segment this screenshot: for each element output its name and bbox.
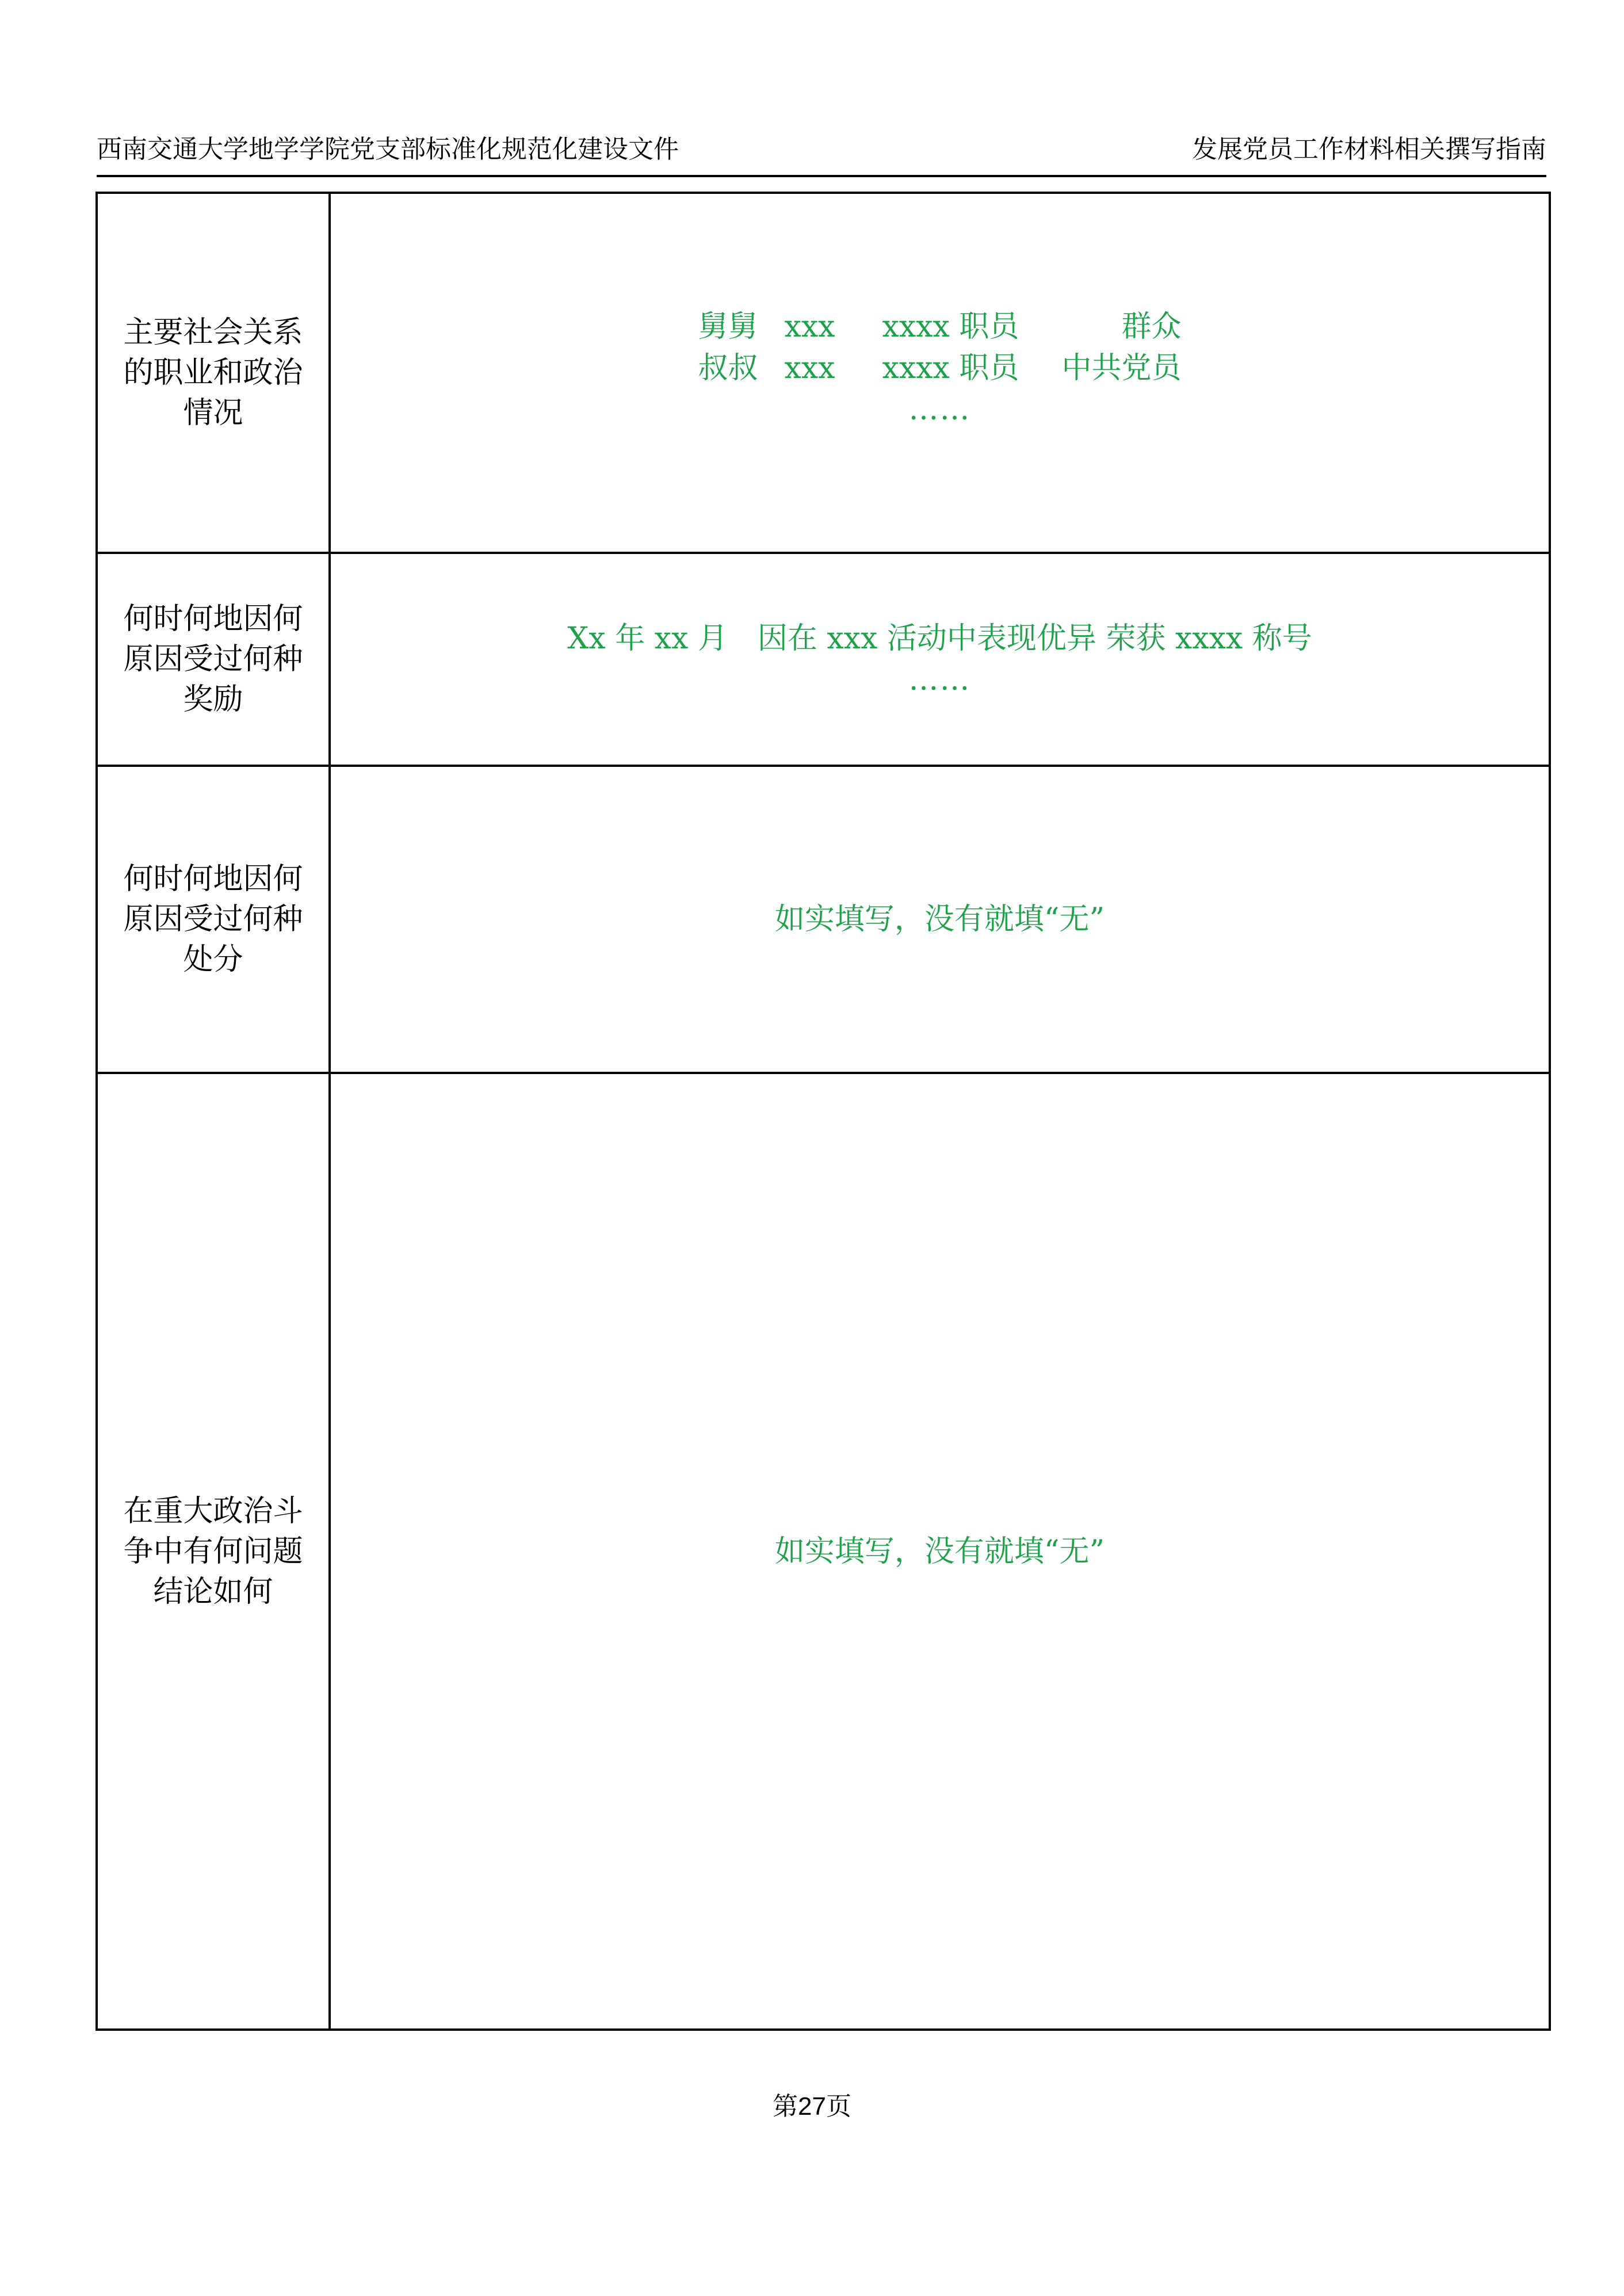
table-row-punishments <box>97 766 1550 1073</box>
relation-entry <box>331 306 1549 347</box>
row-label: 在重大政治斗争中有何问题结论如何 <box>123 1493 303 1609</box>
relation-name: xxx <box>784 351 835 385</box>
row-label: 何时何地因何原因受过何种奖励 <box>123 602 303 717</box>
fill-instruction: 如实填写，没有就填“无” <box>774 902 1105 937</box>
info-form-table <box>95 192 1551 2031</box>
fill-instruction: 如实填写，没有就填“无” <box>774 1534 1105 1569</box>
award-entry: Xx 年 xx 月 因在 xxx 活动中表现优异 荣获 xxxx 称号 <box>567 621 1312 656</box>
continuation-ellipsis: …… <box>908 392 971 427</box>
relation-job: xxxx 职员 <box>882 310 1019 344</box>
content-cell <box>330 766 1550 1073</box>
label-cell <box>97 766 330 1073</box>
continuation-ellipsis: …… <box>908 663 971 697</box>
table-row-political-struggle <box>97 1073 1550 2030</box>
table-row-awards <box>97 553 1550 766</box>
relation-political-status: 中共党员 <box>1061 351 1182 385</box>
content-cell <box>330 553 1550 766</box>
label-cell <box>97 1073 330 2030</box>
row-label: 主要社会关系的职业和政治情况 <box>123 315 303 430</box>
relation-title: 叔叔 <box>698 351 758 385</box>
page-header <box>97 128 1546 177</box>
table-row-social-relations <box>97 193 1550 553</box>
page-number: 第27页 <box>773 2092 851 2121</box>
content-cell <box>330 193 1550 553</box>
row-label: 何时何地因何原因受过何种处分 <box>123 862 303 977</box>
content-cell <box>330 1073 1550 2030</box>
label-cell <box>97 553 330 766</box>
document-section-title: 发展党员工作材料相关撰写指南 <box>1192 135 1546 164</box>
label-cell <box>97 193 330 553</box>
document-title: 西南交通大学地学学院党支部标准化规范化建设文件 <box>97 135 679 164</box>
relation-title: 舅舅 <box>698 310 758 344</box>
relation-name: xxx <box>784 310 835 344</box>
relation-entry <box>331 347 1549 389</box>
relation-job: xxxx 职员 <box>882 351 1019 385</box>
relation-political-status: 群众 <box>1121 310 1182 344</box>
